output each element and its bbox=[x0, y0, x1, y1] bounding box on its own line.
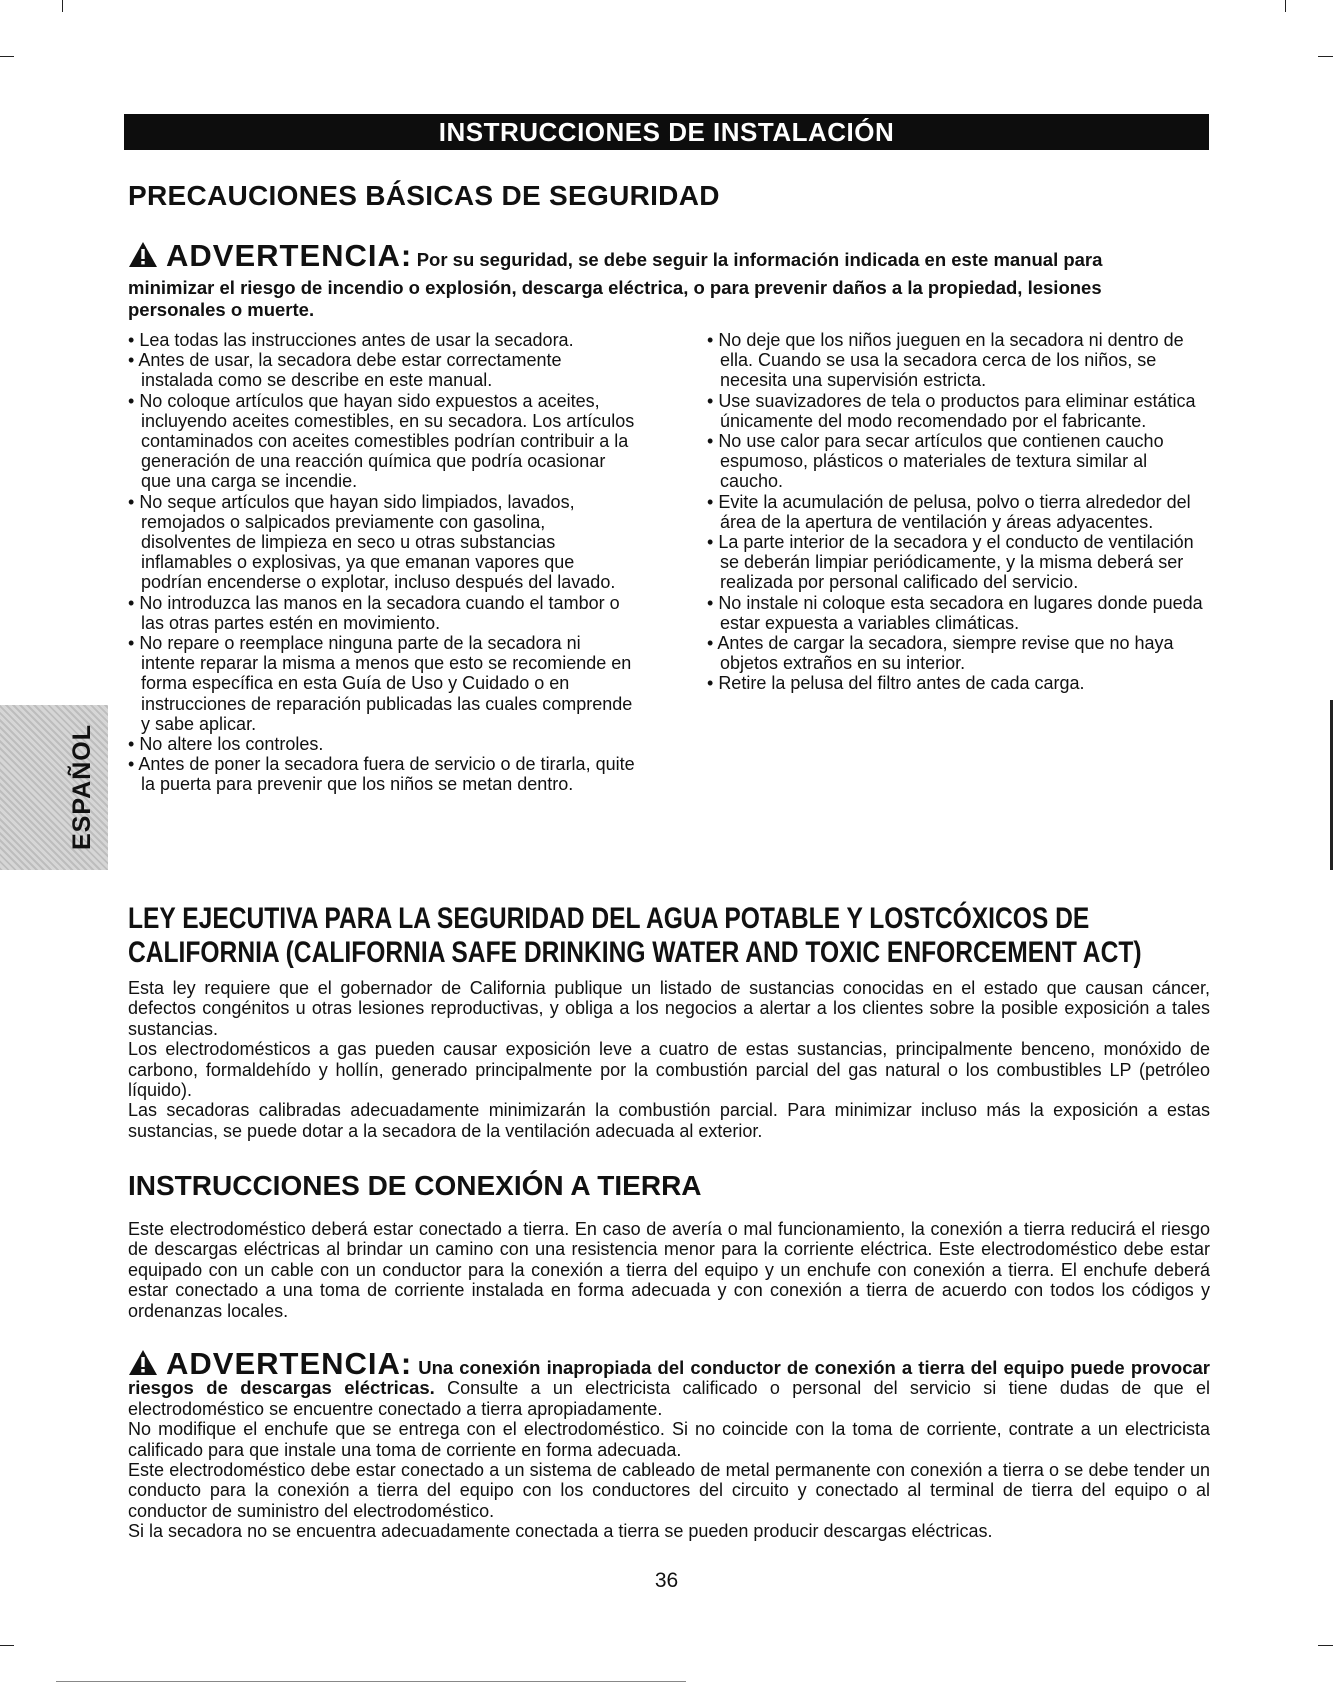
warning-label: ADVERTENCIA: bbox=[166, 238, 413, 273]
california-act-title: LEY EJECUTIVA PARA LA SEGURIDAD DEL AGUA POTABLE Y LOSTCÓXICOS DE CALIFORNIA (CALIFORNIA SAFE DRINKING WATER AND TOXIC ENFORCEMENT ACT) bbox=[128, 902, 1142, 969]
list-item: • Evite la acumulación de pelusa, polvo o tierra alrededor del área de la apertura de ventilación y áreas adyacentes. bbox=[707, 492, 1212, 532]
right-bullet-column bbox=[707, 330, 1212, 694]
crop-mark bbox=[1318, 56, 1333, 57]
crop-mark bbox=[62, 0, 63, 12]
warning-triangle-icon bbox=[128, 241, 158, 268]
crop-mark bbox=[1318, 1645, 1333, 1646]
warning-triangle-icon bbox=[128, 1349, 158, 1376]
paragraph: Esta ley requiere que el gobernador de California publique un listado de sustancias conocidas en el estado que causan cáncer, defectos congénitos u otras lesiones reproductivas, y obliga a los negocios a alertar a los clientes sobre la posible exposición a tales sustancias. bbox=[128, 978, 1210, 1039]
list-item: • No seque artículos que hayan sido limpiados, lavados, remojados o salpicados previamente con gasolina, disolventes de limpieza en seco u otras substancias inflamables o explosivas, ya que emanan vapores que podrían encenderse o explotar, incluso después del lavado. bbox=[128, 492, 638, 593]
page-number: 36 bbox=[654, 1569, 679, 1592]
divider bbox=[56, 1681, 686, 1682]
list-item: • Lea todas las instrucciones antes de usar la secadora. bbox=[128, 330, 638, 350]
list-item: • La parte interior de la secadora y el conducto de ventilación se deberán limpiar periódicamente, y la misma deberá ser realizada por personal calificado del servicio. bbox=[707, 532, 1212, 593]
paragraph: Este electrodoméstico debe estar conectado a un sistema de cableado de metal permanente con conexión a tierra o se debe tender un conducto para la conexión a tierra del equipo con los conductores del circuito y conectado al terminal de tierra del equipo o al conductor de suministro del electrodoméstico. bbox=[128, 1460, 1210, 1521]
warning-lead-line1: Por su seguridad, se debe seguir la información indicada en este manual para bbox=[416, 249, 1103, 270]
safety-precautions-title: PRECAUCIONES BÁSICAS DE SEGURIDAD bbox=[128, 180, 720, 211]
warning-label: ADVERTENCIA: bbox=[166, 1346, 413, 1381]
grounding-warning bbox=[128, 1346, 1210, 1542]
crop-mark bbox=[0, 56, 14, 57]
paragraph: Las secadoras calibradas adecuadamente minimizarán la combustión parcial. Para minimizar incluso más la exposición a estas sustancias, se puede dotar a la secadora de la ventilación adecuada al exterior. bbox=[128, 1100, 1210, 1141]
paragraph: Este electrodoméstico deberá estar conectado a tierra. En caso de avería o mal funcionamiento, la conexión a tierra reducirá el riesgo de descargas eléctricas al brindar un camino con una resistencia menor para la corriente eléctrica. Este electrodoméstico debe estar equipado con un cable con un conductor para la conexión a tierra del equipo y un enchufe con conexión a tierra. El enchufe deberá estar conectado a una toma de corriente instalada en forma adecuada y con conexión a tierra de acuerdo con todos los códigos y ordenanzas locales. bbox=[128, 1219, 1210, 1321]
grounding-title: INSTRUCCIONES DE CONEXIÓN A TIERRA bbox=[128, 1170, 702, 1201]
left-bullet-column bbox=[128, 330, 638, 795]
list-item: • No deje que los niños jueguen en la secadora ni dentro de ella. Cuando se usa la secadora cerca de los niños, se necesita una supervisión estricta. bbox=[707, 330, 1212, 391]
list-item: • Retire la pelusa del filtro antes de cada carga. bbox=[707, 673, 1212, 693]
section-banner: INSTRUCCIONES DE INSTALACIÓN bbox=[124, 114, 1209, 150]
grounding-body bbox=[128, 1219, 1210, 1321]
list-item: • Antes de poner la secadora fuera de servicio o de tirarla, quite la puerta para prevenir que los niños se metan dentro. bbox=[128, 754, 638, 794]
warning-bold-text: Una conexión inapropiada del conductor de conexión a tierra del equipo puede provocar riesgos de descargas eléctricas. bbox=[128, 1357, 1210, 1399]
paragraph: Los electrodomésticos a gas pueden causar exposición leve a cuatro de estas sustancias, principalmente benceno, monóxido de carbono, formaldehído y hollín, generado principalmente por la combustión parcial del gas natural o los combustibles LP (petróleo líquido). bbox=[128, 1039, 1210, 1101]
crop-mark bbox=[1285, 0, 1286, 12]
list-item: • Antes de cargar la secadora, siempre revise que no haya objetos extraños en su interior. bbox=[707, 633, 1212, 673]
list-item: • No repare o reemplace ninguna parte de la secadora ni intente reparar la misma a menos que esto se recomiende en forma específica en esta Guía de Uso y Cuidado o en instrucciones de reparación publicadas las cuales comprende y sabe aplicar. bbox=[128, 633, 638, 734]
list-item: • No introduzca las manos en la secadora cuando el tambor o las otras partes estén en movimiento. bbox=[128, 593, 638, 633]
list-item: • No use calor para secar artículos que contienen caucho espumoso, plásticos o materiales de textura similar al caucho. bbox=[707, 431, 1212, 492]
safety-warning bbox=[128, 238, 1208, 321]
crop-mark bbox=[0, 1645, 14, 1646]
paragraph: Si la secadora no se encuentra adecuadamente conectada a tierra se pueden producir descargas eléctricas. bbox=[128, 1521, 993, 1542]
list-item: • Use suavizadores de tela o productos para eliminar estática únicamente del modo recomendado por el fabricante. bbox=[707, 391, 1212, 431]
warning-text: Consulte a un electricista calificado o personal del servicio si tiene dudas de que el electrodoméstico se encuentre conectado a tierra apropiadamente. bbox=[128, 1378, 1210, 1419]
list-item: • No instale ni coloque esta secadora en lugares donde pueda estar expuesta a variables climáticas. bbox=[707, 593, 1212, 633]
language-tab-label: ESPAÑOL bbox=[68, 724, 96, 850]
paragraph: No modifique el enchufe que se entrega con el electrodoméstico. Si no coincide con la toma de corriente, contrate a un electricista calificado para que instale una toma de corriente en forma adecuada. bbox=[128, 1419, 1210, 1460]
list-item: • No altere los controles. bbox=[128, 734, 638, 754]
warning-lead-rest: minimizar el riesgo de incendio o explosión, descarga eléctrica, o para prevenir daños a la propiedad, lesiones personales o muerte. bbox=[128, 277, 1102, 320]
list-item: • No coloque artículos que hayan sido expuestos a aceites, incluyendo aceites comestibles, en su secadora. Los artículos contaminados con aceites comestibles podrían contribuir a la generación de una reacción química que podría ocasionar que una carga se incendie. bbox=[128, 391, 638, 492]
list-item: • Antes de usar, la secadora debe estar correctamente instalada como se describe en este manual. bbox=[128, 350, 638, 390]
california-act-body bbox=[128, 978, 1210, 1141]
